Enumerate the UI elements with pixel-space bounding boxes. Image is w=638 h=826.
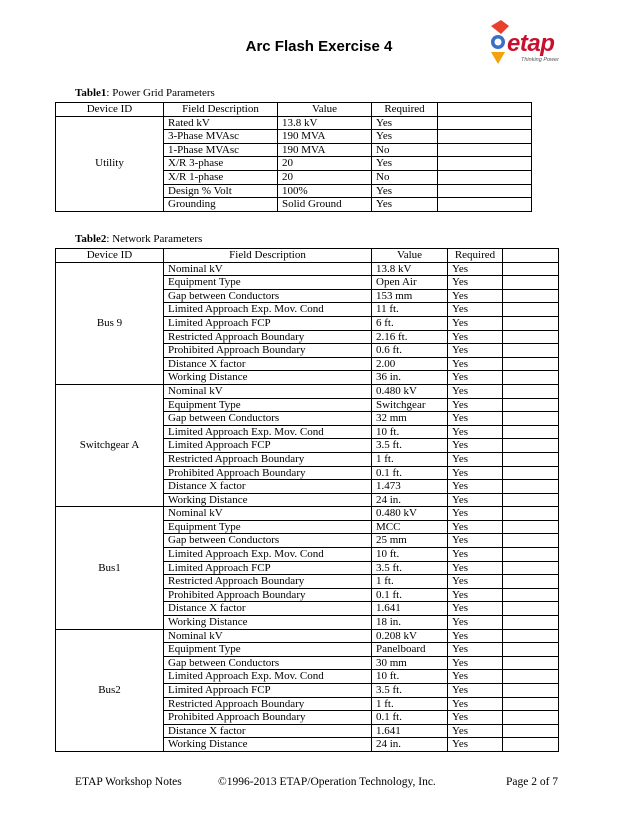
empty-cell [503, 534, 559, 548]
empty-cell [503, 561, 559, 575]
table2-caption: Table2: Network Parameters [75, 233, 203, 245]
field-description-cell: Limited Approach FCP [164, 684, 372, 698]
field-description-cell: Nominal kV [164, 262, 372, 276]
device-id-cell: Bus 9 [56, 262, 164, 384]
value-cell: 0.1 ft. [372, 466, 448, 480]
field-description-cell: 3-Phase MVAsc [164, 130, 278, 144]
column-header: Required [448, 249, 503, 263]
field-description-cell: X/R 1-phase [164, 170, 278, 184]
value-cell: 32 mm [372, 412, 448, 426]
device-id-cell: Utility [56, 116, 164, 211]
required-cell: No [372, 143, 438, 157]
field-description-cell: Nominal kV [164, 507, 372, 521]
required-cell: Yes [448, 316, 503, 330]
required-cell: Yes [448, 643, 503, 657]
required-cell: Yes [448, 412, 503, 426]
document-title: Arc Flash Exercise 4 [245, 38, 393, 55]
table-row [56, 116, 532, 130]
table-header-row [56, 103, 532, 117]
required-cell: Yes [448, 344, 503, 358]
required-cell: Yes [448, 629, 503, 643]
field-description-cell: Distance X factor [164, 480, 372, 494]
required-cell: Yes [448, 738, 503, 752]
required-cell: Yes [448, 588, 503, 602]
empty-cell [503, 330, 559, 344]
value-cell: Panelboard [372, 643, 448, 657]
value-cell: 36 in. [372, 371, 448, 385]
empty-cell [503, 588, 559, 602]
required-cell: Yes [372, 184, 438, 198]
empty-cell [503, 656, 559, 670]
value-cell: 1.641 [372, 602, 448, 616]
value-cell: 3.5 ft. [372, 561, 448, 575]
value-cell: 153 mm [372, 289, 448, 303]
empty-cell [503, 507, 559, 521]
network-parameters-table [55, 248, 559, 752]
empty-cell [503, 480, 559, 494]
value-cell: 190 MVA [278, 143, 372, 157]
field-description-cell: Rated kV [164, 116, 278, 130]
field-description-cell: Gap between Conductors [164, 412, 372, 426]
table-row [56, 629, 559, 643]
footer-left: ETAP Workshop Notes [75, 776, 182, 788]
empty-cell [438, 198, 532, 212]
column-header: Field Description [164, 249, 372, 263]
field-description-cell: Distance X factor [164, 357, 372, 371]
empty-cell [503, 643, 559, 657]
empty-cell [503, 439, 559, 453]
required-cell: Yes [448, 670, 503, 684]
value-cell: 11 ft. [372, 303, 448, 317]
required-cell: Yes [448, 466, 503, 480]
empty-cell [438, 143, 532, 157]
required-cell: Yes [448, 371, 503, 385]
field-description-cell: Equipment Type [164, 643, 372, 657]
field-description-cell: 1-Phase MVAsc [164, 143, 278, 157]
field-description-cell: Limited Approach FCP [164, 561, 372, 575]
table-row [56, 384, 559, 398]
empty-cell [503, 724, 559, 738]
empty-cell [503, 670, 559, 684]
empty-cell [503, 575, 559, 589]
empty-cell [503, 520, 559, 534]
value-cell: 1.473 [372, 480, 448, 494]
required-cell: Yes [448, 520, 503, 534]
field-description-cell: Limited Approach Exp. Mov. Cond [164, 548, 372, 562]
value-cell: 2.00 [372, 357, 448, 371]
value-cell: 13.8 kV [278, 116, 372, 130]
required-cell: Yes [448, 480, 503, 494]
required-cell: Yes [448, 602, 503, 616]
required-cell: Yes [448, 357, 503, 371]
required-cell: Yes [448, 425, 503, 439]
required-cell: Yes [372, 157, 438, 171]
empty-cell [503, 344, 559, 358]
device-id-cell: Bus2 [56, 629, 164, 751]
required-cell: Yes [448, 711, 503, 725]
field-description-cell: Restricted Approach Boundary [164, 697, 372, 711]
field-description-cell: Limited Approach FCP [164, 439, 372, 453]
empty-cell [503, 371, 559, 385]
value-cell: 3.5 ft. [372, 439, 448, 453]
power-grid-parameters-table [55, 102, 532, 212]
empty-cell [438, 116, 532, 130]
required-cell: Yes [448, 684, 503, 698]
field-description-cell: Equipment Type [164, 520, 372, 534]
value-cell: 0.208 kV [372, 629, 448, 643]
field-description-cell: Restricted Approach Boundary [164, 452, 372, 466]
required-cell: Yes [448, 303, 503, 317]
field-description-cell: Gap between Conductors [164, 656, 372, 670]
required-cell: Yes [448, 452, 503, 466]
field-description-cell: Working Distance [164, 493, 372, 507]
empty-cell [503, 398, 559, 412]
field-description-cell: Nominal kV [164, 384, 372, 398]
required-cell: Yes [448, 561, 503, 575]
field-description-cell: Prohibited Approach Boundary [164, 344, 372, 358]
value-cell: 0.480 kV [372, 507, 448, 521]
required-cell: Yes [448, 534, 503, 548]
empty-cell [438, 170, 532, 184]
value-cell: 20 [278, 170, 372, 184]
value-cell: 6 ft. [372, 316, 448, 330]
footer-copyright: ©1996-2013 ETAP/Operation Technology, Inc. [218, 776, 436, 788]
required-cell: Yes [372, 130, 438, 144]
field-description-cell: Nominal kV [164, 629, 372, 643]
value-cell: 0.1 ft. [372, 711, 448, 725]
value-cell: 30 mm [372, 656, 448, 670]
value-cell: 1 ft. [372, 575, 448, 589]
empty-cell [503, 276, 559, 290]
field-description-cell: X/R 3-phase [164, 157, 278, 171]
value-cell: 1.641 [372, 724, 448, 738]
empty-cell [503, 629, 559, 643]
value-cell: Open Air [372, 276, 448, 290]
value-cell: 0.480 kV [372, 384, 448, 398]
value-cell: Solid Ground [278, 198, 372, 212]
value-cell: 1 ft. [372, 697, 448, 711]
required-cell: Yes [448, 262, 503, 276]
etap-logo [487, 18, 577, 68]
column-header: Device ID [56, 249, 164, 263]
field-description-cell: Equipment Type [164, 276, 372, 290]
value-cell: MCC [372, 520, 448, 534]
logo-wordmark: etap [507, 30, 555, 57]
value-cell: 13.8 kV [372, 262, 448, 276]
required-cell: Yes [448, 384, 503, 398]
field-description-cell: Limited Approach Exp. Mov. Cond [164, 425, 372, 439]
empty-cell [503, 262, 559, 276]
field-description-cell: Prohibited Approach Boundary [164, 711, 372, 725]
required-cell: Yes [448, 548, 503, 562]
empty-cell [503, 493, 559, 507]
field-description-cell: Equipment Type [164, 398, 372, 412]
value-cell: 18 in. [372, 616, 448, 630]
empty-cell [503, 357, 559, 371]
empty-cell [503, 738, 559, 752]
required-cell: Yes [448, 507, 503, 521]
field-description-cell: Working Distance [164, 371, 372, 385]
column-header: Required [372, 103, 438, 117]
column-header: Value [278, 103, 372, 117]
field-description-cell: Gap between Conductors [164, 289, 372, 303]
field-description-cell: Limited Approach FCP [164, 316, 372, 330]
required-cell: Yes [448, 330, 503, 344]
value-cell: 25 mm [372, 534, 448, 548]
table-row [56, 507, 559, 521]
value-cell: 2.16 ft. [372, 330, 448, 344]
empty-cell [503, 466, 559, 480]
field-description-cell: Distance X factor [164, 602, 372, 616]
field-description-cell: Prohibited Approach Boundary [164, 588, 372, 602]
empty-cell [503, 425, 559, 439]
value-cell: 10 ft. [372, 548, 448, 562]
required-cell: Yes [448, 276, 503, 290]
empty-cell [503, 452, 559, 466]
footer-page-number: Page 2 of 7 [506, 776, 559, 788]
required-cell: Yes [448, 575, 503, 589]
value-cell: 0.1 ft. [372, 588, 448, 602]
empty-cell [503, 316, 559, 330]
empty-cell [438, 184, 532, 198]
required-cell: Yes [448, 493, 503, 507]
required-cell: Yes [372, 198, 438, 212]
empty-cell [438, 130, 532, 144]
field-description-cell: Restricted Approach Boundary [164, 575, 372, 589]
value-cell: 24 in. [372, 738, 448, 752]
required-cell: Yes [448, 656, 503, 670]
value-cell: 100% [278, 184, 372, 198]
required-cell: Yes [448, 398, 503, 412]
empty-cell [503, 303, 559, 317]
field-description-cell: Prohibited Approach Boundary [164, 466, 372, 480]
empty-cell [503, 384, 559, 398]
column-header [438, 103, 532, 117]
field-description-cell: Design % Volt [164, 184, 278, 198]
required-cell: Yes [448, 439, 503, 453]
table1-caption: Table1: Power Grid Parameters [75, 87, 215, 99]
field-description-cell: Gap between Conductors [164, 534, 372, 548]
value-cell: 190 MVA [278, 130, 372, 144]
empty-cell [503, 602, 559, 616]
value-cell: Switchgear [372, 398, 448, 412]
table-row [56, 262, 559, 276]
required-cell: Yes [448, 724, 503, 738]
logo-tagline: Thinking Power [521, 57, 559, 63]
column-header: Device ID [56, 103, 164, 117]
empty-cell [503, 711, 559, 725]
empty-cell [503, 548, 559, 562]
field-description-cell: Grounding [164, 198, 278, 212]
required-cell: Yes [448, 616, 503, 630]
required-cell: No [372, 170, 438, 184]
value-cell: 0.6 ft. [372, 344, 448, 358]
field-description-cell: Limited Approach Exp. Mov. Cond [164, 303, 372, 317]
value-cell: 1 ft. [372, 452, 448, 466]
required-cell: Yes [448, 697, 503, 711]
required-cell: Yes [372, 116, 438, 130]
field-description-cell: Limited Approach Exp. Mov. Cond [164, 670, 372, 684]
column-header [503, 249, 559, 263]
empty-cell [503, 289, 559, 303]
empty-cell [503, 684, 559, 698]
field-description-cell: Working Distance [164, 738, 372, 752]
empty-cell [503, 697, 559, 711]
field-description-cell: Restricted Approach Boundary [164, 330, 372, 344]
value-cell: 20 [278, 157, 372, 171]
table-header-row [56, 249, 559, 263]
column-header: Field Description [164, 103, 278, 117]
empty-cell [438, 157, 532, 171]
empty-cell [503, 616, 559, 630]
empty-cell [503, 412, 559, 426]
column-header: Value [372, 249, 448, 263]
value-cell: 10 ft. [372, 425, 448, 439]
required-cell: Yes [448, 289, 503, 303]
value-cell: 3.5 ft. [372, 684, 448, 698]
device-id-cell: Switchgear A [56, 384, 164, 506]
field-description-cell: Distance X factor [164, 724, 372, 738]
device-id-cell: Bus1 [56, 507, 164, 629]
value-cell: 24 in. [372, 493, 448, 507]
field-description-cell: Working Distance [164, 616, 372, 630]
value-cell: 10 ft. [372, 670, 448, 684]
